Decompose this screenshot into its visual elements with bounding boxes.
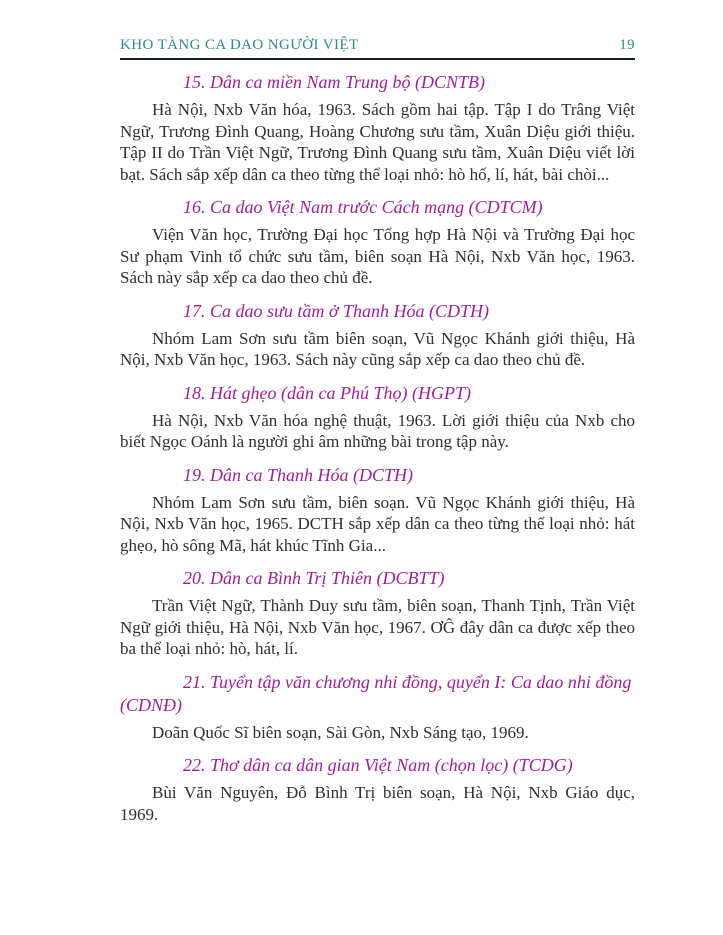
- entry-body: Viện Văn học, Trường Đại học Tổng hợp Hà Nội và Trường Đại học Sư phạm Vinh tổ chức sưu tầm, biên soạn Hà Nội, Nxb Văn học, 1963. Sách này sắp xếp ca dao theo chủ đề.: [120, 225, 635, 287]
- bibliography-entry-16: [120, 196, 635, 289]
- entry-heading: 21. Tuyển tập văn chương nhi đồng, quyển I: Ca dao nhi đồng (CDNĐ): [120, 671, 632, 715]
- entry-body: Hà Nội, Nxb Văn hóa, 1963. Sách gồm hai tập. Tập I do Trâng Việt Ngữ, Trương Đình Quang, Hoàng Chương sưu tầm, Xuân Diệu giới thiệu. Tập II do Trần Việt Ngữ, Trương Đình Quang sưu tầm, Xuân Diệu viết lời bạt. Sách sắp xếp dân ca theo từng thể loại nhỏ: hò hố, lí, hát, bài chòi...: [120, 100, 635, 184]
- entry-heading: 19. Dân ca Thanh Hóa (DCTH): [183, 464, 414, 485]
- bibliography-entry-15: [120, 71, 635, 185]
- bibliography-entry-22: [120, 754, 635, 825]
- bibliography-entry-20: [120, 567, 635, 660]
- bibliography-entry-18: [120, 382, 635, 453]
- running-header: [120, 36, 635, 54]
- entry-body: Bùi Văn Nguyên, Đỗ Bình Trị biên soạn, Hà Nội, Nxb Giáo dục, 1969.: [120, 783, 635, 824]
- entry-heading: 15. Dân ca miền Nam Trung bộ (DCNTB): [183, 72, 486, 92]
- header-rule: [120, 58, 635, 60]
- entry-heading: 20. Dân ca Bình Trị Thiên (DCBTT): [183, 568, 445, 588]
- entry-body: Trần Việt Ngữ, Thành Duy sưu tầm, biên soạn, Thanh Tịnh, Trần Việt Ngữ giới thiệu, Hà Nội, Nxb Văn học, 1967. ƠĜ đây dân ca được xếp theo ba thể loại nhỏ: hò, hát, lí.: [120, 596, 635, 658]
- entry-body: Doãn Quốc Sĩ biên soạn, Sài Gòn, Nxb Sáng tạo, 1969.: [152, 722, 529, 742]
- entry-heading: 18. Hát ghẹo (dân ca Phú Thọ) (HGPT): [183, 382, 471, 403]
- entry-heading: 17. Ca dao sưu tầm ở Thanh Hóa (CDTH): [183, 300, 489, 321]
- bibliography-entry-17: [120, 300, 635, 371]
- book-title: KHO TÀNG CA DAO NGƯỜI VIỆT: [120, 37, 359, 53]
- bibliography-entry-19: [120, 464, 635, 557]
- entry-body: Nhóm Lam Sơn sưu tầm biên soạn, Vũ Ngọc Khánh giới thiệu, Hà Nội, Nxb Văn học, 1963. Sách này cũng sắp xếp ca dao theo chủ đề.: [120, 328, 635, 369]
- bibliography-entry-21: [120, 671, 635, 744]
- entry-body: Hà Nội, Nxb Văn hóa nghệ thuật, 1963. Lời giới thiệu của Nxb cho biết Ngọc Oánh là người ghi âm những bài trong tập này.: [120, 410, 635, 451]
- entry-body: Nhóm Lam Sơn sưu tầm, biên soạn. Vũ Ngọc Khánh giới thiệu, Hà Nội, Nxb Văn học, 1965. DCTH sắp xếp dân ca theo từng thể loại nhỏ: hát ghẹo, hò sông Mã, hát khúc Tĩnh Gia...: [120, 492, 635, 555]
- entry-heading: 22. Thơ dân ca dân gian Việt Nam (chọn lọc) (TCDG): [183, 755, 573, 775]
- entry-heading: 16. Ca dao Việt Nam trước Cách mạng (CDTCM): [183, 197, 543, 217]
- bibliography-list: [120, 71, 635, 825]
- page-number: 19: [619, 37, 635, 53]
